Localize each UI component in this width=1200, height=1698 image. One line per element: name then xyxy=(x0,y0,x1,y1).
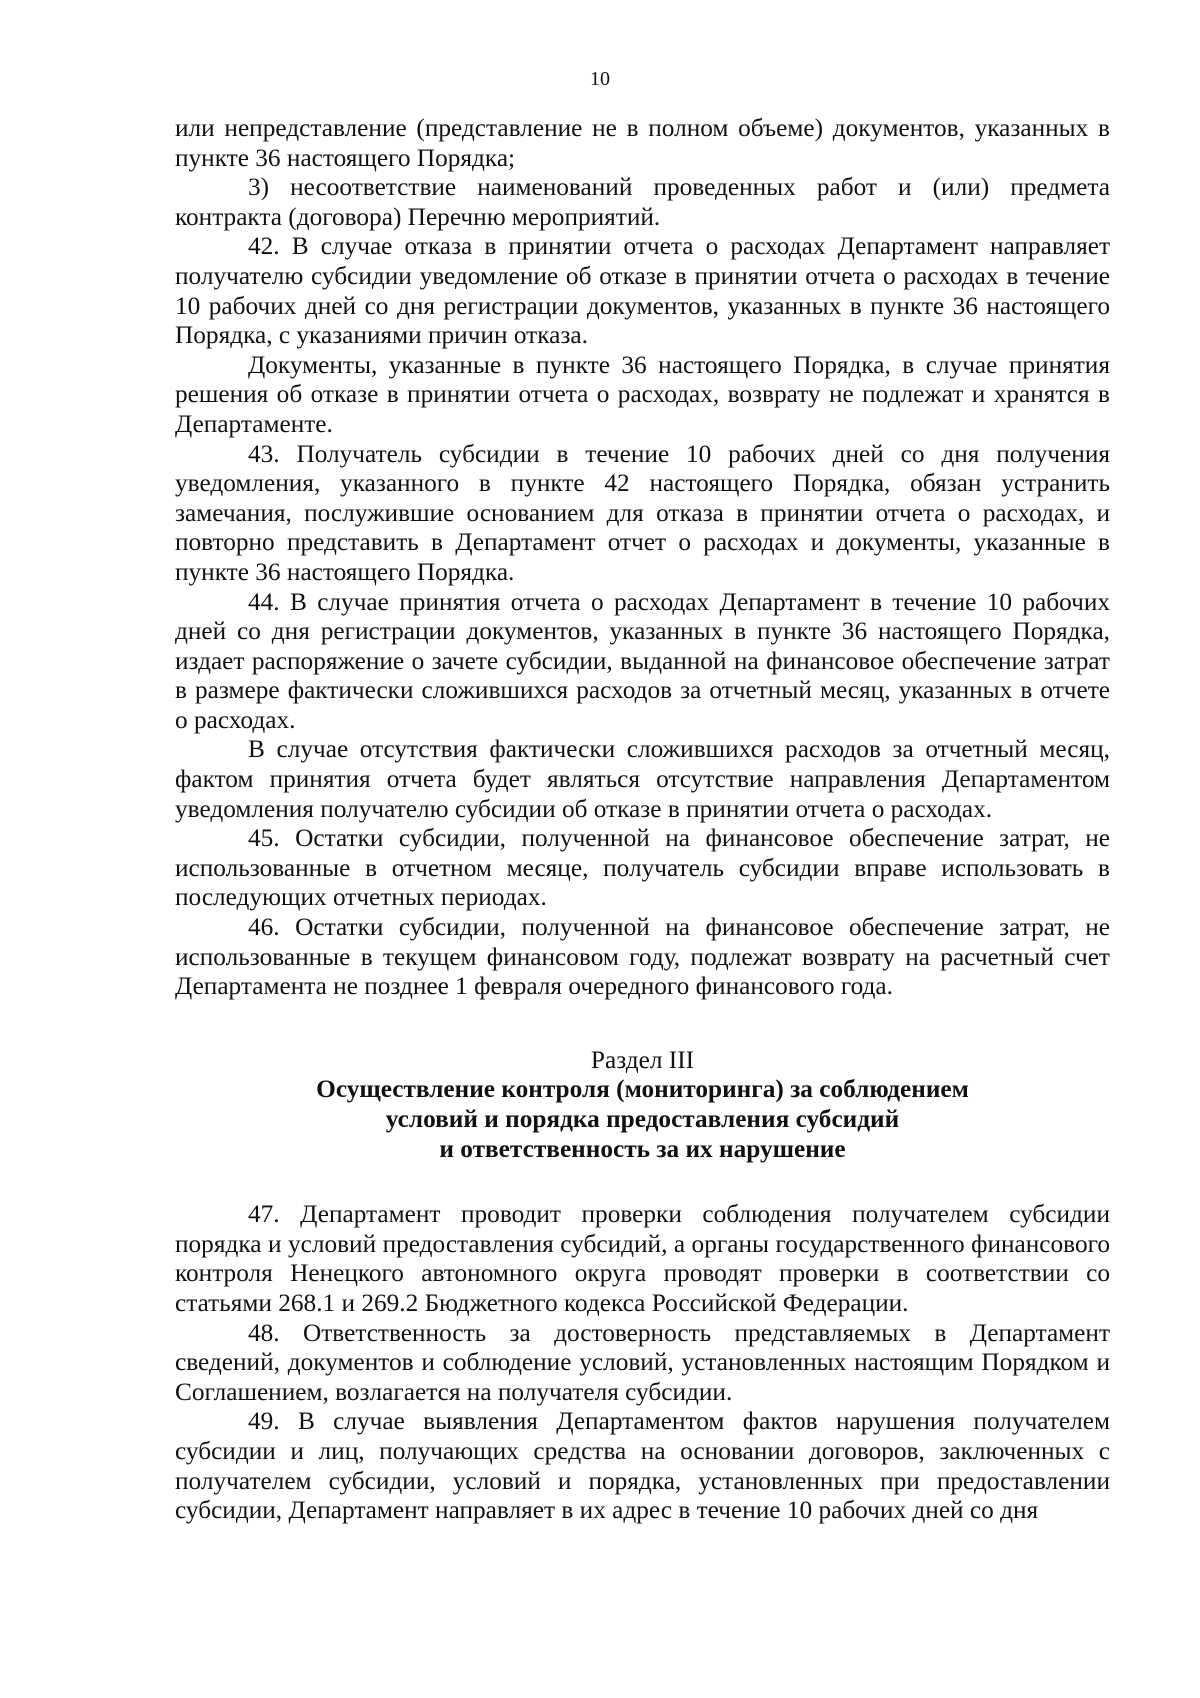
paragraph-49: 49. В случае выявления Департаментом фактов нарушения получателем субсидии и лиц, получающих средства на основании договоров, заключенных с получателем субсидии, условий и порядка, установленных при предоставлении субсидии, Департамент направляет в их адрес в течение 10 рабочих дней со дня xyxy=(175,1407,1110,1525)
paragraph-item-3: 3) несоответствие наименований проведенных работ и (или) предмета контракта (договора) Перечню мероприятий. xyxy=(175,173,1110,231)
section-heading xyxy=(175,1046,1110,1164)
section-title-line: условий и порядка предоставления субсидий xyxy=(385,1105,900,1133)
paragraph-47: 47. Департамент проводит проверки соблюдения получателем субсидии порядка и условий предоставления субсидий, а органы государственного финансового контроля Ненецкого автономного округа проводят проверки в соответствии со статьями 268.1 и 269.2 Бюджетного кодекса Российской Федерации. xyxy=(175,1200,1110,1317)
section-label: Раздел III xyxy=(590,1045,695,1074)
paragraph-44: 44. В случае принятия отчета о расходах Департамент в течение 10 рабочих дней со дня регистрации документов, указанных в пункте 36 настоящего Порядка, издает распоряжение о зачете субсидии, выданной на финансовое обеспечение затрат в размере фактически сложившихся расходов за отчетный месяц, указанных в отчете о расходах. xyxy=(175,587,1110,734)
paragraph-46: 46. Остатки субсидии, полученной на финансовое обеспечение затрат, не использованные в текущем финансовом году, подлежат возврату на расчетный счет Департамента не позднее 1 февраля очередного финансового года. xyxy=(175,913,1110,1001)
spacer xyxy=(175,1164,1110,1200)
paragraph-45: 45. Остатки субсидии, полученной на финансовое обеспечение затрат, не использованные в отчетном месяце, получатель субсидии вправе использовать в последующих отчетных периодах. xyxy=(175,824,1110,912)
paragraph-continuation: или непредставление (представление не в полном объеме) документов, указанных в пункте 36 настоящего Порядка; xyxy=(175,114,1110,172)
paragraph-44-absence: В случае отсутствия фактически сложившихся расходов за отчетный месяц, фактом принятия отчета будет являться отсутствие направления Департаментом уведомления получателю субсидии об отказе в принятии отчета о расходах. xyxy=(175,735,1110,823)
paragraph-42-documents: Документы, указанные в пункте 36 настоящего Порядка, в случае принятия решения об отказе в принятии отчета о расходах, возврату не подлежат и хранятся в Департаменте. xyxy=(175,350,1110,438)
paragraph-48: 48. Ответственность за достоверность представляемых в Департамент сведений, документов и соблюдение условий, установленных настоящим Порядком и Соглашением, возлагается на получателя субсидии. xyxy=(175,1318,1110,1406)
paragraph-43: 43. Получатель субсидии в течение 10 рабочих дней со дня получения уведомления, указанного в пункте 42 настоящего Порядка, обязан устранить замечания, послужившие основанием для отказа в принятии отчета о расходах, и повторно представить в Департамент отчет о расходах и документы, указанные в пункте 36 настоящего Порядка. xyxy=(175,439,1110,586)
page-number: 10 xyxy=(590,68,610,90)
section-title-line: и ответственность за их нарушение xyxy=(439,1134,846,1163)
document-body xyxy=(175,114,1110,1526)
paragraph-42: 42. В случае отказа в принятии отчета о расходах Департамент направляет получателю субсидии уведомление об отказе в принятии отчета о расходах в течение 10 рабочих дней со дня регистрации документов, указанных в пункте 36 настоящего Порядка, с указаниями причин отказа. xyxy=(175,232,1110,350)
section-title-line: Осуществление контроля (мониторинга) за соблюдением xyxy=(316,1075,969,1104)
